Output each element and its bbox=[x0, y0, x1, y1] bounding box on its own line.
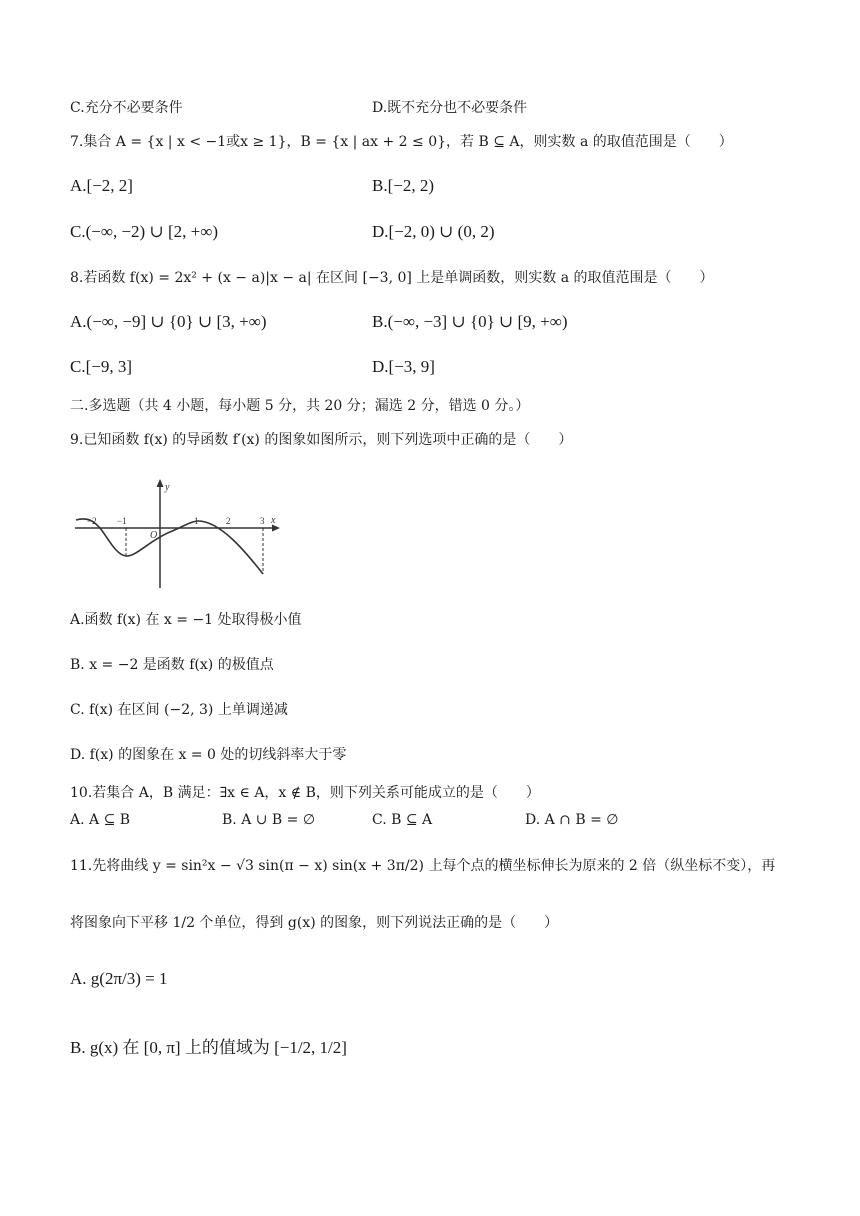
q6-option-c: C.充分不必要条件 bbox=[70, 100, 183, 116]
x-axis-label: x bbox=[271, 515, 276, 526]
q6-option-d: D.既不充分也不必要条件 bbox=[372, 100, 528, 116]
y-axis-label: y bbox=[165, 482, 170, 493]
q10-option-c: C. B ⊆ A bbox=[372, 812, 433, 828]
q7-option-a: A.[−2, 2] bbox=[70, 176, 133, 195]
derivative-curve bbox=[76, 519, 263, 574]
q7-stem: 7.集合 A = {x | x < −1或x ≥ 1}，B = {x | ax + 2 ≤ 0}，若 B ⊆ A，则实数 a 的取值范围是（ ） bbox=[70, 134, 733, 150]
q11-option-b: B. g(x) 在 [0, π] 上的值域为 [−1/2, 1/2] bbox=[70, 1038, 347, 1057]
q10-option-a: A. A ⊆ B bbox=[70, 812, 131, 828]
q7-option-c: C.(−∞, −2) ∪ [2, +∞) bbox=[70, 222, 218, 241]
section-heading: 二.多选题（共 4 小题，每小题 5 分，共 20 分；漏选 2 分，错选 0 分。） bbox=[70, 398, 530, 414]
q8-option-c: C.[−9, 3] bbox=[70, 357, 132, 376]
q9-option-c: C. f(x) 在区间 (−2, 3) 上单调递减 bbox=[70, 702, 288, 718]
q9-option-b: B. x = −2 是函数 f(x) 的极值点 bbox=[70, 657, 274, 673]
y-axis-arrow bbox=[157, 479, 164, 487]
q7-option-b: B.[−2, 2) bbox=[372, 176, 434, 195]
q7-option-d: D.[−2, 0) ∪ (0, 2) bbox=[372, 222, 495, 241]
q11-stem-line2: 将图象向下平移 1/2 个单位，得到 g(x) 的图象，则下列说法正确的是（ ） bbox=[70, 915, 559, 931]
q9-option-d: D. f(x) 的图象在 x = 0 处的切线斜率大于零 bbox=[70, 747, 347, 763]
q10-option-d: D. A ∩ B = ∅ bbox=[525, 812, 619, 828]
tick-label-1: 1 bbox=[194, 516, 199, 526]
q11-option-a: A. g(2π/3) = 1 bbox=[70, 969, 168, 988]
q8-stem: 8.若函数 f(x) = 2x² + (x − a)|x − a| 在区间 [−3, 0] 上是单调函数，则实数 a 的取值范围是（ ） bbox=[70, 270, 714, 286]
origin-label: O bbox=[150, 530, 158, 541]
derivative-graph bbox=[70, 476, 285, 591]
q10-option-b: B. A ∪ B = ∅ bbox=[222, 812, 316, 828]
q8-option-d: D.[−3, 9] bbox=[372, 357, 435, 376]
q8-option-a: A.(−∞, −9] ∪ {0} ∪ [3, +∞) bbox=[70, 312, 267, 331]
tick-label-2: 2 bbox=[226, 516, 231, 526]
tick-label-neg1: −1 bbox=[117, 516, 127, 526]
tick-label-3: 3 bbox=[260, 516, 265, 526]
q9-option-a: A.函数 f(x) 在 x = −1 处取得极小值 bbox=[70, 612, 302, 628]
q9-stem: 9.已知函数 f(x) 的导函数 f′(x) 的图象如图所示，则下列选项中正确的是（ ） bbox=[70, 432, 573, 448]
q11-stem-line1: 11.先将曲线 y = sin²x − √3 sin(π − x) sin(x + 3π/2) 上每个点的横坐标伸长为原来的 2 倍（纵坐标不变），再 bbox=[70, 858, 776, 874]
q10-stem: 10.若集合 A，B 满足：∃x ∈ A，x ∉ B，则下列关系可能成立的是（ ） bbox=[70, 785, 540, 801]
q8-option-b: B.(−∞, −3] ∪ {0} ∪ [9, +∞) bbox=[372, 312, 568, 331]
tick-label-neg2: −2 bbox=[87, 516, 97, 526]
